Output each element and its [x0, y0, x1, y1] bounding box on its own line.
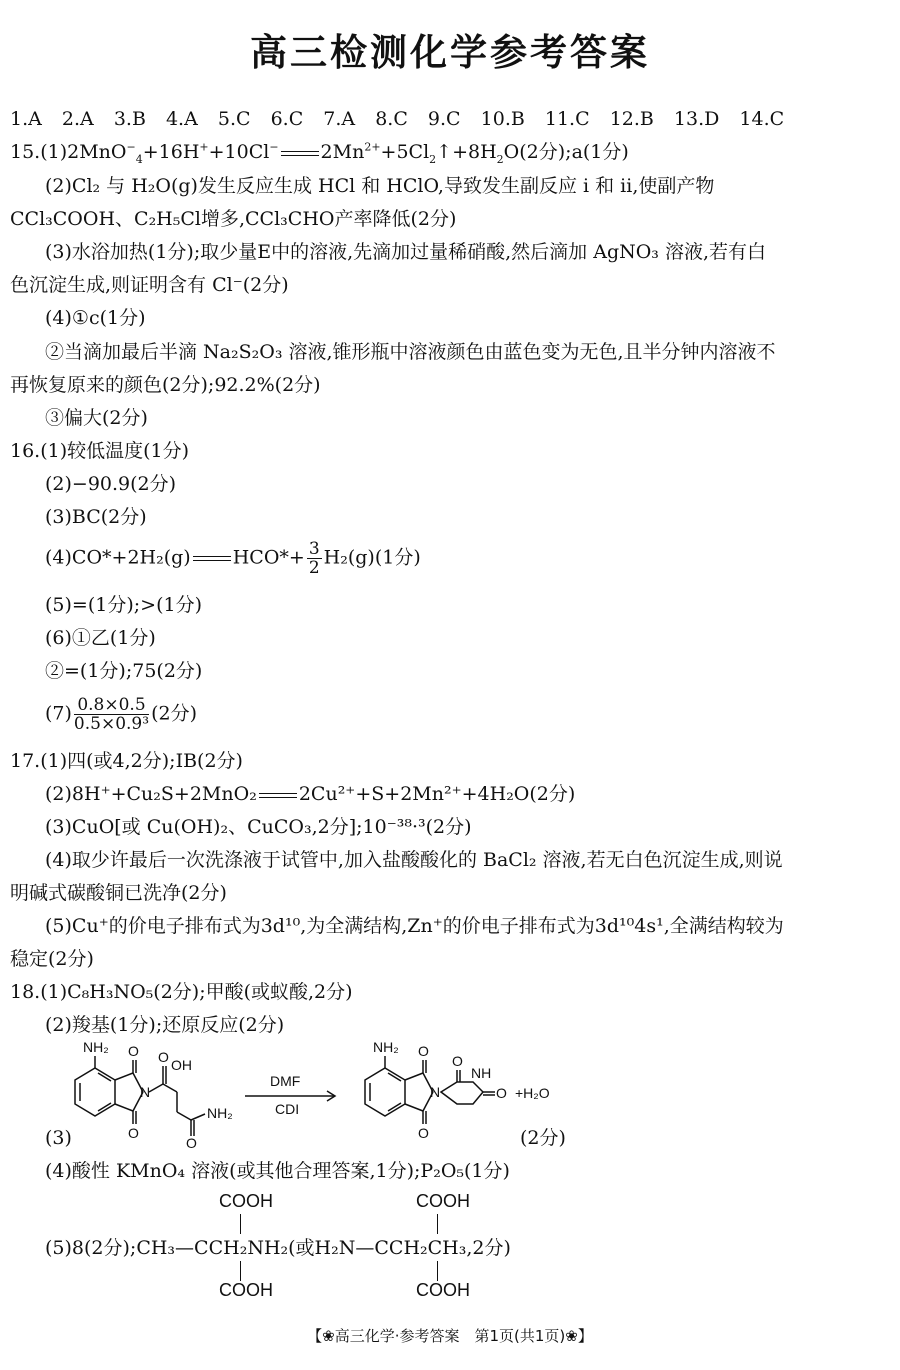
q15-line-4: (3)水浴加热(1分);取少量E中的溶液,先滴加过量稀硝酸,然后滴加 AgNO₃ 溶液,若有白	[45, 241, 766, 263]
mcq-answer: 4.A	[165, 108, 198, 130]
product-o-label: O	[496, 1085, 507, 1101]
fraction: $\frac{0.8\times 0.5}{\text{0.5×0.9³}}$	[73, 695, 150, 734]
q16-line-5: (5)=(1分);>(1分)	[45, 594, 202, 616]
q15-line-2: (2)Cl₂ 与 H₂O(g)发生反应生成 HCl 和 HClO,导致发生副反应 ⅰ 和 ⅱ,使副产物	[45, 175, 715, 197]
cooh-bottom-1: COOH	[219, 1280, 273, 1300]
mcq-answer: 6.C	[270, 108, 304, 130]
reactant-o-label: O	[186, 1135, 197, 1150]
product-nh-label: NH	[471, 1065, 492, 1081]
q16-line-4: (4)CO*+2H₂(g) HCO*+ $\frac{3}{2}$ H₂(g)(1分)	[45, 539, 421, 578]
cooh-bottom-2: COOH	[416, 1280, 470, 1300]
q17-line-7: 稳定(2分)	[10, 948, 94, 970]
q16-line-6: (6)①乙(1分)	[45, 627, 156, 649]
benzene-ring	[75, 1068, 115, 1116]
cooh-top-1: COOH	[219, 1191, 273, 1211]
reaction-diagram	[45, 1040, 665, 1150]
water-label: +H₂O	[515, 1085, 550, 1101]
bond-line	[240, 1261, 241, 1281]
mcq-answer: 12.B	[609, 108, 654, 130]
bond-line	[437, 1214, 438, 1234]
mcq-answer: 10.B	[480, 108, 525, 130]
product-n-label: N	[430, 1084, 441, 1100]
q15-line-8: 再恢复原来的颜色(2分);92.2%(2分)	[10, 374, 321, 396]
q16-line-8: (7) $\frac{0.8\times 0.5}{\text{0.5×0.9³}}$ (2分)	[45, 695, 197, 734]
mcq-answer: 3.B	[113, 108, 146, 130]
mcq-answer: 14.C	[739, 108, 785, 130]
q17-line-2: (2)8H⁺+Cu₂S+2MnO₂ 2Cu²⁺+S+2Mn²⁺+4H₂O(2分)	[45, 783, 576, 805]
q18-line-4: (4)酸性 KMnO₄ 溶液(或其他合理答案,1分);P₂O₅(1分)	[45, 1160, 510, 1182]
mcq-answer: 13.D	[673, 108, 720, 130]
q15-line-1: 15.(1)2MnO−$_4$+16H++10Cl− $2Mn^{2+}+5Cl_2↑+8H_2O(2$分);a(1分)	[10, 140, 629, 166]
cooh-top-2: COOH	[416, 1191, 470, 1211]
mcq-answer: 5.C	[217, 108, 251, 130]
q18-line-3-label: (3)	[45, 1127, 72, 1149]
reaction-scheme	[45, 1040, 665, 1150]
fraction: $\frac{3}{2}$	[308, 539, 320, 578]
q16-line-1: 16.(1)较低温度(1分)	[10, 440, 190, 462]
equals-sign	[281, 151, 319, 156]
reactant-o-label: O	[128, 1043, 139, 1059]
condition-top: DMF	[270, 1073, 301, 1089]
reactant-o-label: O	[158, 1049, 169, 1065]
equals-sign	[193, 556, 231, 561]
q15-line-9: ③偏大(2分)	[45, 407, 148, 429]
mcq-answer: 7.A	[323, 108, 356, 130]
q15-line-5: 色沉淀生成,则证明含有 Cl⁻(2分)	[10, 274, 289, 296]
q15-line-3: CCl₃COOH、C₂H₅Cl增多,CCl₃CHO产率降低(2分)	[10, 208, 457, 230]
product-o-label: O	[418, 1043, 429, 1059]
mcq-answer: 11.C	[544, 108, 590, 130]
reactant-nh2-label: NH₂	[83, 1040, 109, 1055]
product-nh2-label: NH₂	[373, 1040, 399, 1055]
q17-line-1: 17.(1)四(或4,2分);ⅠB(2分)	[10, 750, 243, 772]
bond-line	[437, 1261, 438, 1281]
q17-line-6: (5)Cu⁺的价电子排布式为3d¹⁰,为全满结构,Zn⁺的价电子排布式为3d¹⁰4s¹,全满结构较为	[45, 915, 784, 937]
mcq-answer: 1.A	[10, 108, 42, 130]
reactant-oh-label: OH	[171, 1057, 192, 1073]
page-title: 高三检测化学参考答案	[250, 31, 650, 74]
q17-line-3: (3)CuO[或 Cu(OH)₂、CuCO₃,2分];10⁻³⁸·³(2分)	[45, 816, 472, 838]
product-o-label: O	[418, 1125, 429, 1141]
q17-line-5: 明碱式碳酸铜已洗净(2分)	[10, 882, 227, 904]
mcq-answer: 9.C	[427, 108, 461, 130]
q18-line-1: 18.(1)C₈H₃NO₅(2分);甲酸(或蚁酸,2分)	[10, 981, 353, 1003]
q17-line-4: (4)取少许最后一次洗涤液于试管中,加入盐酸酸化的 BaCl₂ 溶液,若无白色沉淀生成,则说	[45, 849, 783, 871]
reactant-amide-nh2-label: NH₂	[207, 1105, 233, 1121]
mcq-answer: 2.A	[61, 108, 94, 130]
q18-line-2: (2)羧基(1分);还原反应(2分)	[45, 1014, 285, 1036]
page-footer: 【❀高三化学·参考答案 第1页(共1页)❀】	[307, 1327, 593, 1345]
product-o-label: O	[452, 1053, 463, 1069]
reactant-n-label: N	[140, 1084, 151, 1100]
bond-line	[240, 1214, 241, 1234]
reactant-o-label: O	[128, 1125, 139, 1141]
q16-line-3: (3)BC(2分)	[45, 506, 147, 528]
q18-line-5: (5)8(2分);CH₃—CCH₂NH₂(或H₂N—CCH₂CH₃,2分)	[45, 1237, 511, 1259]
q15-line-7: ②当滴加最后半滴 Na₂S₂O₃ 溶液,锥形瓶中溶液颜色由蓝色变为无色,且半分钟内溶液不	[45, 341, 776, 363]
q18-line-3-score: (2分)	[520, 1127, 566, 1149]
mcq-answers	[10, 107, 798, 131]
q16-line-7: ②=(1分);75(2分)	[45, 660, 203, 682]
equals-sign	[259, 793, 297, 798]
mcq-answer: 8.C	[375, 108, 408, 130]
q16-line-2: (2)−90.9(2分)	[45, 473, 177, 495]
q15-line-6: (4)①c(1分)	[45, 307, 146, 329]
condition-bottom: CDI	[275, 1101, 300, 1117]
